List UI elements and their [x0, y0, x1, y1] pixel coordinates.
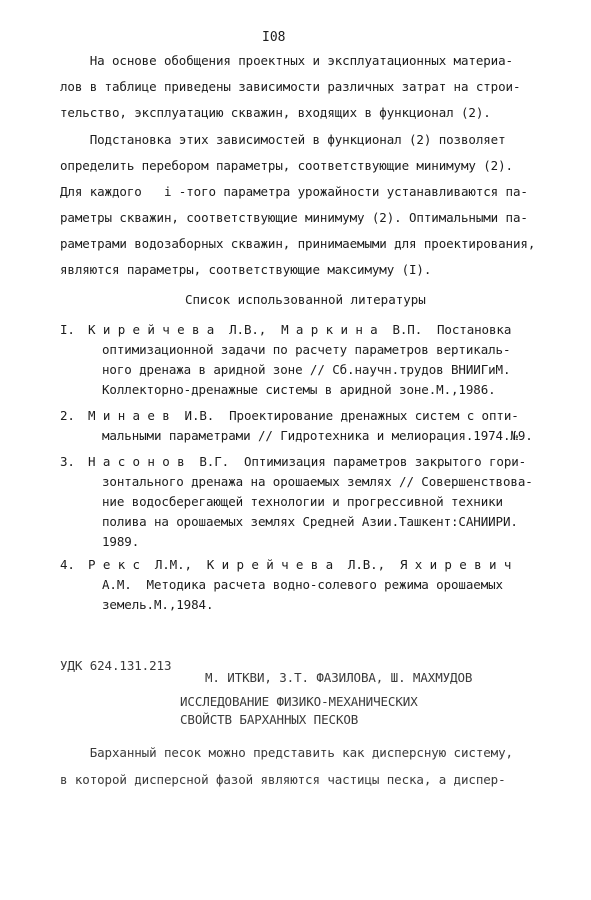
- reference-4-line-3: земель.М.,1984.: [102, 597, 214, 612]
- article-authors: М. ИТКВИ, З.Т. ФАЗИЛОВА, Ш. МАХМУДОВ: [205, 670, 473, 685]
- reference-4-line-1: Р е к с Л.М., К и р е й ч е в а Л.В., Я х и р е в и ч: [88, 557, 512, 572]
- reference-3-line-5: 1989.: [102, 534, 140, 549]
- reference-2-line-2: мальными параметрами // Гидротехника и мелиорация.1974.№9.: [102, 428, 533, 443]
- intro-p2-line-1: Подстановка этих зависимостей в функционал (2) позволяет: [60, 132, 506, 147]
- intro-p2-line-3: Для каждого і -того параметра урожайности устанавливаются па-: [60, 184, 528, 199]
- intro-p1-line-3: тельство, эксплуатацию скважин, входящих в функционал (2).: [60, 105, 491, 120]
- references-title: Список использованной литературы: [185, 292, 426, 307]
- reference-2-line-1: М и н а е в И.В. Проектирование дренажных систем с опти-: [88, 408, 519, 423]
- article-body-line-2: в которой дисперсной фазой являются частицы песка, а диспер-: [60, 772, 506, 787]
- intro-p1-line-2: лов в таблице приведены зависимости различных затрат на строи-: [60, 79, 521, 94]
- reference-4-line-2: А.М. Методика расчета водно-солевого режима орошаемых: [102, 577, 503, 592]
- article-title-line-1: ИССЛЕДОВАНИЕ ФИЗИКО-МЕХАНИЧЕСКИХ: [180, 694, 418, 709]
- intro-p1-line-1: На основе обобщения проектных и эксплуатационных материа-: [60, 53, 513, 68]
- intro-p2-line-2: определить перебором параметры, соответствующие минимуму (2).: [60, 158, 513, 173]
- intro-p2-line-6: являются параметры, соответствующие максимуму (I).: [60, 262, 432, 277]
- intro-p2-line-5: раметрами водозаборных скважин, принимаемыми для проектирования,: [60, 236, 536, 251]
- reference-3-line-4: полива на орошаемых землях Средней Азии.Ташкент:САНИИРИ.: [102, 514, 518, 529]
- reference-3-line-1: Н а с о н о в В.Г. Оптимизация параметров закрытого гори-: [88, 454, 527, 469]
- reference-1-line-4: Коллекторно-дренажные системы в аридной зоне.М.,1986.: [102, 382, 496, 397]
- reference-3-line-2: зонтального дренажа на орошаемых землях // Совершенствова-: [102, 474, 533, 489]
- article-body-line-1: Барханный песок можно представить как дисперсную систему,: [60, 745, 513, 760]
- reference-1-number: I.: [60, 322, 75, 337]
- udc-code: УДК 624.131.213: [60, 658, 172, 673]
- page-number: I08: [262, 30, 286, 45]
- intro-p2-line-4: раметры скважин, соответствующие минимуму (2). Оптимальными па-: [60, 210, 528, 225]
- reference-1-line-2: оптимизационной задачи по расчету параметров вертикаль-: [102, 342, 511, 357]
- reference-3-line-3: ние водосберегающей технологии и прогрессивной техники: [102, 494, 503, 509]
- reference-1-line-1: К и р е й ч е в а Л.В., М а р к и н а В.П. Постановка: [88, 322, 512, 337]
- reference-1-line-3: ного дренажа в аридной зоне // Сб.научн.трудов ВНИИГиМ.: [102, 362, 511, 377]
- reference-4-number: 4.: [60, 557, 75, 572]
- reference-3-number: 3.: [60, 454, 75, 469]
- article-title-line-2: СВОЙСТВ БАРХАННЫХ ПЕСКОВ: [180, 712, 359, 727]
- reference-2-number: 2.: [60, 408, 75, 423]
